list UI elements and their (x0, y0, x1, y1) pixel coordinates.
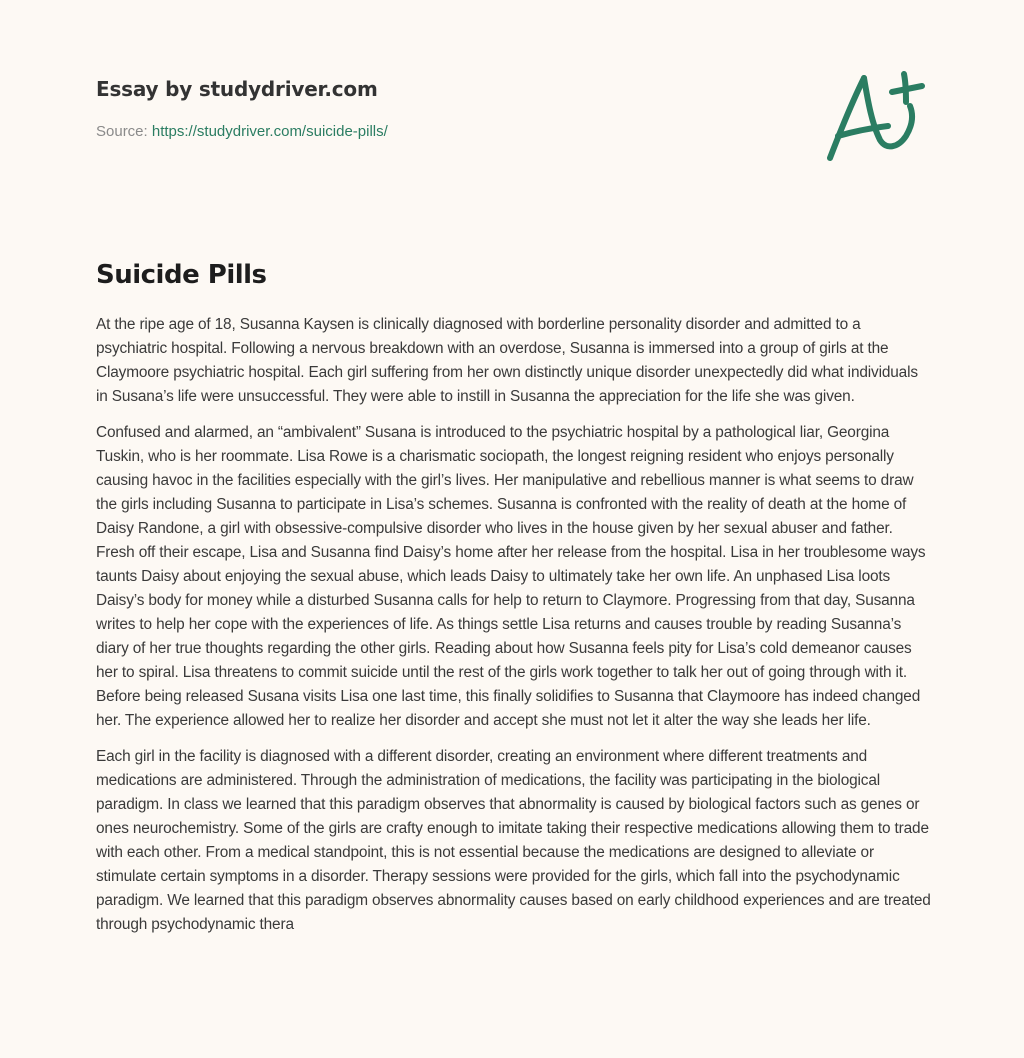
paragraph: At the ripe age of 18, Susanna Kaysen is clinically diagnosed with borderline personality disorder and admitted to a psychiatric hospital. Following a nervous breakdown with an overdose, Susanna is immersed into a group of girls at the Claymoore psychiatric hospital. Each girl suffering from her own distinctly unique disorder unexpectedly did what individuals in Susana’s life were unsuccessful. They were able to instill in Susanna the appreciation for the life she was given. (96, 316, 918, 405)
paragraph: Each girl in the facility is diagnosed with a different disorder, creating an environment where different treatments and medications are administered. Through the administration of medications, the facility was participating in the biological paradigm. In class we learned that this paradigm observes that abnormality is caused by biological factors such as genes or ones neurochemistry. Some of the girls are crafty enough to imitate taking their respective medications allowing them to trade with each other. From a medical standpoint, this is not essential because the medications are designed to alleviate or stimulate certain symptoms in a disorder. Therapy sessions were provided for the girls, which fall into the psychodynamic paradigm. We learned that this paradigm observes abnormality causes based on early childhood experiences and are treated through psychodynamic thera (96, 748, 931, 933)
source-link[interactable]: https://studydriver.com/suicide-pills/ (151, 123, 388, 140)
page-header (96, 74, 796, 142)
site-title: Essay by studydriver.com (96, 77, 378, 101)
paragraph: Confused and alarmed, an “ambivalent” Susana is introduced to the psychiatric hospital by a pathological liar, Georgina Tuskin, who is her roommate. Lisa Rowe is a charismatic sociopath, the longest reigning resident who enjoys personally causing havoc in the facilities especially with the girl’s lives. Her manipulative and rebellious manner is what seems to draw the girls including Susanna to participate in Lisa’s schemes. Susanna is confronted with the reality of death at the home of Daisy Randone, a girl with obsessive-compulsive disorder who lives in the house given by her sexual abuser and father. Fresh off their escape, Lisa and Susanna find Daisy’s home after her release from the hospital. Lisa in her troublesome ways taunts Daisy about enjoying the sexual abuse, which leads Daisy to ultimately take her own life. An unphased Lisa loots Daisy’s body for money while a disturbed Susanna calls for help to return to Claymore. Progressing from that day, Susanna writes to help her cope with the experiences of life. As things settle Lisa returns and causes trouble by reading Susanna’s diary of her true thoughts regarding the other girls. Reading about how Susanna feels pity for Lisa’s cold demeanor causes her to spiral. Lisa threatens to commit suicide until the rest of the girls work together to talk her out of going through with it. Before being released Susana visits Lisa one last time, this finally solidifies to Susanna that Claymoore has indeed changed her. The experience allowed her to realize her disorder and accept she must not let it alter the way she leads her life. (96, 424, 926, 729)
source-line (96, 122, 796, 142)
a-plus-grade-icon (818, 62, 934, 166)
article-title: Suicide Pills (96, 260, 267, 290)
article-body (96, 313, 932, 949)
source-label: Source: (96, 123, 148, 140)
